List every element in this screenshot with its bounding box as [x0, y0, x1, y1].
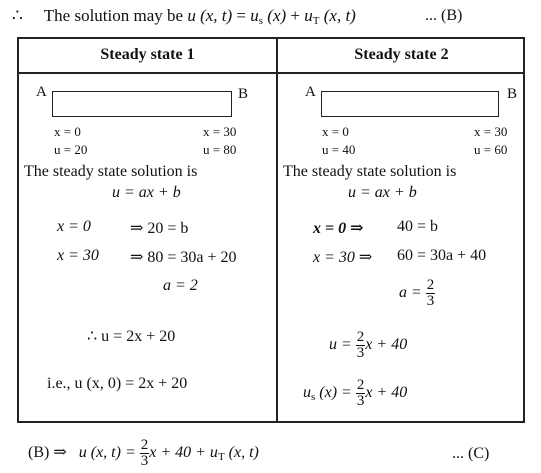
- top-x: (x): [267, 6, 287, 25]
- fraction-denominator: 3: [356, 345, 365, 361]
- top-plus: +: [290, 6, 300, 25]
- right-eq1-lhs: x = 0 ⇒: [313, 220, 364, 237]
- right-a-value: [399, 278, 435, 309]
- bottom-fraction: [140, 438, 150, 469]
- left-u30: u = 80: [203, 142, 237, 157]
- right-us-result: [303, 378, 407, 409]
- right-us-tail: x + 40: [365, 384, 408, 402]
- fraction-denominator: 3: [356, 393, 365, 409]
- right-u-tail: x + 40: [365, 336, 408, 354]
- left-rod: [52, 91, 232, 117]
- right-u-fraction: [356, 330, 366, 361]
- top-equation: [12, 6, 356, 27]
- fraction-numerator: 2: [356, 329, 365, 345]
- bottom-lhs: u (x, t) =: [78, 444, 136, 462]
- top-t-sub: T: [312, 15, 320, 27]
- left-u0: u = 20: [54, 142, 88, 157]
- right-eq1-rhs: 40 = b: [397, 218, 439, 235]
- left-a-value: a = 2: [163, 277, 198, 294]
- bottom-t-sub: T: [217, 451, 225, 464]
- right-a-fraction: [426, 278, 436, 309]
- top-xt: (x, t): [323, 6, 356, 25]
- bottom-tag: ... (C): [452, 445, 490, 462]
- table-divider: [276, 37, 278, 423]
- fraction-numerator: 2: [356, 377, 365, 393]
- fraction-denominator: 3: [140, 453, 149, 469]
- left-ie: i.e., u (x, 0) = 2x + 20: [47, 375, 188, 392]
- top-text: The solution may be: [43, 6, 184, 25]
- right-us-fraction: [356, 378, 366, 409]
- right-eq2-rhs: 60 = 30a + 40: [397, 247, 487, 264]
- right-u-lhs: u =: [329, 336, 352, 354]
- top-lhs: u (x, t): [187, 6, 233, 25]
- right-u30: u = 60: [474, 142, 508, 157]
- right-x30: x = 30: [474, 124, 508, 139]
- right-u0: u = 40: [322, 142, 356, 157]
- right-us-sub: s: [311, 391, 316, 404]
- bottom-label: (B) ⇒: [28, 444, 67, 462]
- right-point-a: A: [305, 84, 316, 100]
- left-point-a: A: [36, 84, 47, 100]
- top-ut: u: [304, 6, 313, 25]
- left-x30: x = 30: [203, 124, 237, 139]
- bottom-tail: x + 40 + u: [149, 444, 218, 462]
- right-us-x: (x) =: [319, 384, 352, 402]
- right-us-lhs: u: [303, 384, 311, 402]
- left-point-b: B: [238, 86, 249, 102]
- fraction-denominator: 3: [426, 293, 435, 309]
- top-s-sub: s: [258, 15, 264, 27]
- header-steady-state-2: Steady state 2: [354, 46, 449, 63]
- top-equals: =: [236, 6, 246, 25]
- bottom-xt: (x, t): [228, 444, 259, 462]
- bottom-equation: [28, 438, 259, 469]
- left-eq1-lhs: x = 0: [57, 218, 91, 235]
- top-us: u: [250, 6, 259, 25]
- right-intro: The steady state solution is: [283, 163, 457, 180]
- therefore-symbol: ∴: [12, 6, 23, 25]
- right-point-b: B: [507, 86, 518, 102]
- header-steady-state-1: Steady state 1: [100, 46, 195, 63]
- right-x0: x = 0: [322, 124, 349, 139]
- left-result: ∴ u = 2x + 20: [87, 328, 176, 345]
- left-eq1-rhs: ⇒ 20 = b: [130, 220, 189, 237]
- left-general: u = ax + b: [112, 184, 181, 201]
- left-eq2-rhs: ⇒ 80 = 30a + 20: [130, 249, 237, 266]
- right-eq2-lhs: x = 30 ⇒: [313, 249, 373, 266]
- left-eq2-lhs: x = 30: [57, 247, 99, 264]
- right-rod: [321, 91, 499, 117]
- right-general: u = ax + b: [348, 184, 417, 201]
- right-a-lhs: a =: [399, 284, 422, 302]
- top-tag: ... (B): [425, 7, 463, 24]
- header-separator: [17, 72, 525, 74]
- right-u-result: [329, 330, 407, 361]
- left-x0: x = 0: [54, 124, 81, 139]
- fraction-numerator: 2: [140, 437, 149, 453]
- fraction-numerator: 2: [426, 277, 435, 293]
- left-intro: The steady state solution is: [24, 163, 198, 180]
